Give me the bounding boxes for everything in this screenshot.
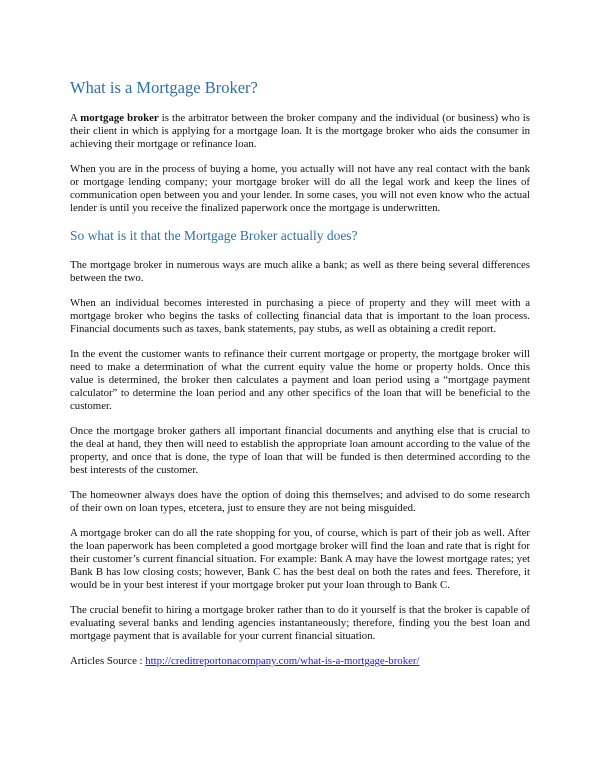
body-paragraph: Once the mortgage broker gathers all important financial documents and anything else that is crucial to the deal at hand, they then will need to establish the appropriate loan amount according to the value of the property, and once that is done, the type of loan that will be funded is then determined according to the best interests of the customer. <box>70 425 530 476</box>
intro-rest: is the arbitrator between the broker company and the individual (or business) who is their client in which is applying for a mortgage loan. It is the mortgage broker who aids the consumer in achieving their mortgage or refinance loan. <box>70 112 531 150</box>
intro-paragraph <box>70 112 530 151</box>
intro-bold-term: mortgage broker <box>80 112 159 124</box>
body-paragraph: The crucial benefit to hiring a mortgage broker rather than to do it yourself is that the broker is capable of evaluating several banks and lending agencies instantaneously; therefore, finding you the best loan and mortgage payment that is available for your current financial situation. <box>70 604 530 642</box>
section-heading: So what is it that the Mortgage Broker actually does? <box>70 228 358 243</box>
paragraph-buying-home: When you are in the process of buying a home, you actually will not have any real contact with the bank or mortgage lending company; your mortgage broker will do all the legal work and keep the lines of communication open between you and your lender. In some cases, you will not even know who the actual lender is until you receive the finalized paperwork once the mortgage is underwritten. <box>70 163 530 214</box>
source-label: Articles Source : <box>70 655 146 667</box>
body-paragraph: The homeowner always does have the option of doing this themselves; and advised to do some research of their own on loan types, etcetera, just to ensure they are not being misguided. <box>70 489 530 514</box>
intro-prefix: A <box>70 112 81 124</box>
body-paragraph: In the event the customer wants to refinance their current mortgage or property, the mortgage broker will need to make a determination of what the current equity value the home or property holds. Once this value is determined, the broker then calculates a payment and loan period using a “mortgage payment calculator” to determine the loan period and any other specifics of the loan that will be beneficial to the customer. <box>70 348 530 412</box>
document-page <box>70 78 530 680</box>
source-link[interactable]: http://creditreportonacompany.com/what-is-a-mortgage-broker/ <box>145 655 420 667</box>
body-paragraph: The mortgage broker in numerous ways are much alike a bank; as well as there being several differences between the two. <box>70 259 530 284</box>
body-paragraph: When an individual becomes interested in purchasing a piece of property and they will meet with a mortgage broker who begins the tasks of collecting financial data that is important to the loan process. Financial documents such as taxes, bank statements, pay stubs, as well as obtaining a credit report. <box>70 297 530 335</box>
body-paragraph: A mortgage broker can do all the rate shopping for you, of course, which is part of their job as well. After the loan paperwork has been completed a good mortgage broker will find the loan and rate that is right for their customer’s current financial situation. For example: Bank A may have the lowest mortgage rates; yet Bank B has low closing costs; however, Bank C has the best deal on both the rates and fees. Therefore, it would be in your best interest if your mortgage broker put your loan through to Bank C. <box>70 527 530 591</box>
page-title: What is a Mortgage Broker? <box>70 78 258 97</box>
source-line <box>70 655 530 668</box>
